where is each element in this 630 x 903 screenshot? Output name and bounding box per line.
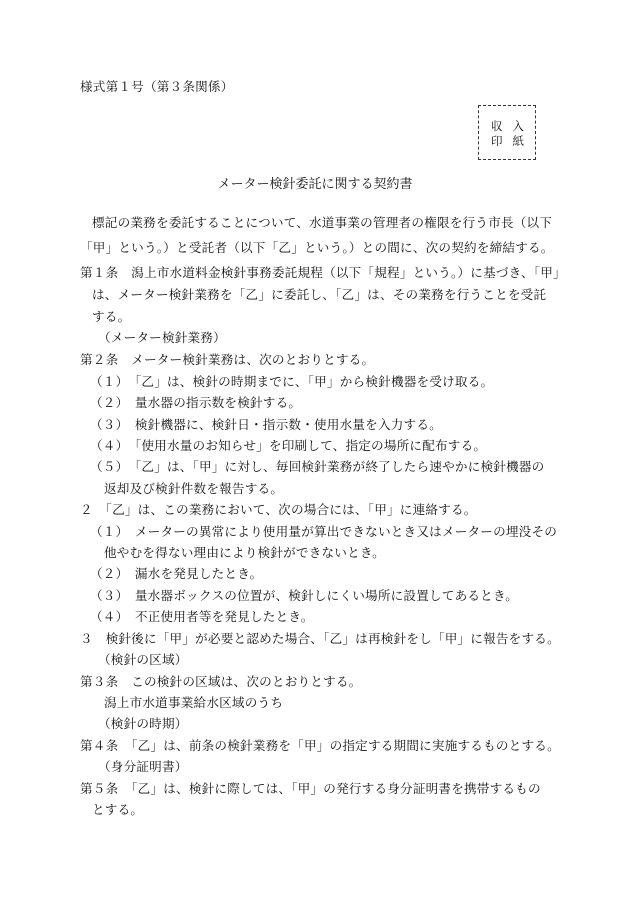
document-title: メーター検針委託に関する契約書 [217, 177, 413, 192]
article-2-paragraph-2: ２ 「乙」は、この業務において、次の場合には、「甲」に連絡する。 [80, 502, 477, 517]
article-2: 第２条 メーター検針業務は、次のとおりとする。 [80, 352, 375, 367]
article-3-area: 潟上市水道事業給水区域のうち [104, 695, 284, 710]
article-2-item-3: （３） 検針機器に、検針日・指示数・使用水量を入力する。 [90, 417, 442, 432]
article-1-line-1: 第１条 潟上市水道料金検針事務委託規程（以下「規程」という。）に基づき、「甲」 [80, 265, 566, 280]
article-1-line-3: する。 [92, 309, 131, 324]
paragraph-2-item-4: （４） 不正使用者等を発見したとき。 [90, 609, 314, 624]
revenue-stamp-box [478, 105, 536, 160]
article-2-paragraph-3: ３ 検針後に「甲」が必要と認めた場合、「乙」は再検針をし「甲」に報告をする。 [80, 631, 560, 646]
heading-reading-area: （検針の区域） [98, 652, 188, 667]
paragraph-2-item-2: （２） 漏水を発見したとき。 [90, 566, 263, 581]
article-5-line-1: 第５条 「乙」は、検針に際しては、「甲」の発行する身分証明書を携帯するもの [80, 781, 541, 796]
stamp-label-line1: 収入 [491, 119, 534, 133]
preamble-line-1: 標記の業務を委託することについて、水道事業の管理者の権限を行う市長（以下 [92, 215, 553, 230]
article-2-item-5-line-1: （５） 「乙」は、「甲」に対し、毎回検針業務が終了したら速やかに検針機器の [90, 459, 545, 474]
article-5-line-2: とする。 [92, 802, 144, 817]
paragraph-2-item-3: （３） 量水器ボックスの位置が、検針しにくい場所に設置してあるとき。 [90, 588, 519, 603]
article-1-line-2: は、メーター検針業務を「乙」に委託し、「乙」は、その業務を行うことを受託 [92, 287, 547, 302]
article-2-item-1: （１） 「乙」は、検針の時期までに、「甲」から検針機器を受け取る。 [90, 374, 494, 389]
article-2-item-5-line-2: 返却及び検針件数を報告する。 [104, 481, 284, 496]
article-2-item-2: （２） 量水器の指示数を検針する。 [90, 395, 302, 410]
heading-meter-reading-work: （メーター検針業務） [98, 330, 226, 345]
article-3: 第３条 この検針の区域は、次のとおりとする。 [80, 674, 362, 689]
preamble-line-2: 「甲」という。）と受託者（以下「乙」という。）との間に、次の契約を締結する。 [80, 240, 554, 255]
paragraph-2-item-1-line-2: 他やむを得ない理由により検針ができないとき。 [104, 545, 385, 560]
heading-identification: （身分証明書） [98, 759, 188, 774]
heading-reading-period: （検針の時期） [98, 716, 188, 731]
stamp-label-line2: 印紙 [491, 134, 534, 148]
article-4: 第４条 「乙」は、前条の検針業務を「甲」の指定する期間に実施するものとする。 [80, 738, 560, 753]
paragraph-2-item-1-line-1: （１） メーターの異常により使用量が算出できないとき又はメーターの埋没その [90, 524, 558, 539]
article-2-item-4: （４） 「使用水量のお知らせ」を印刷して、指定の場所に配布する。 [90, 438, 487, 453]
form-number: 様式第１号（第３条関係） [80, 79, 234, 94]
